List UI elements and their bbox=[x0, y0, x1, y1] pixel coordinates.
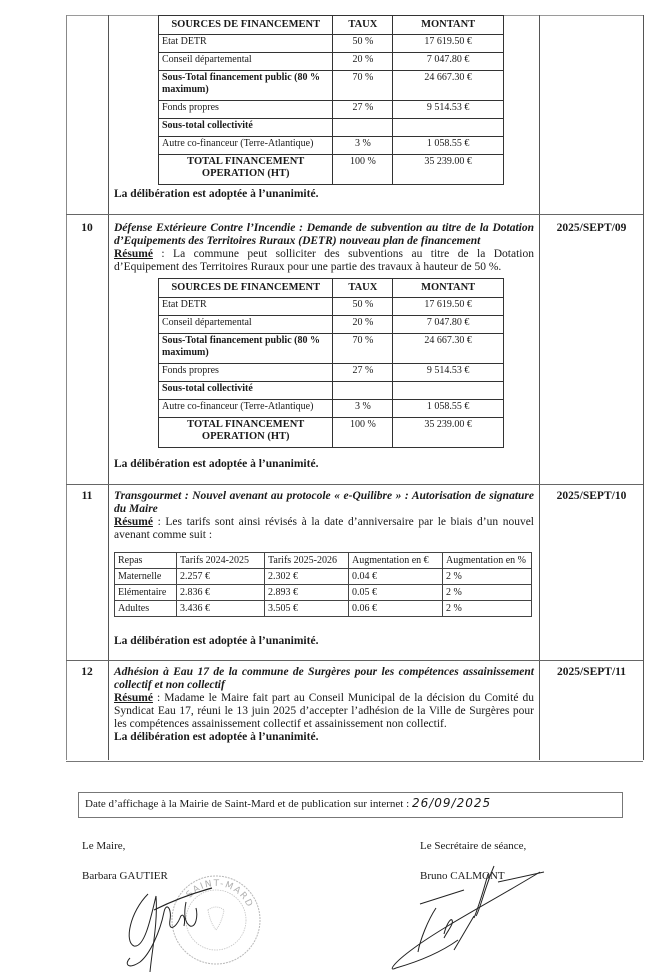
secretaire-title: Le Secrétaire de séance, bbox=[420, 840, 527, 852]
cell: 2.836 € bbox=[177, 585, 265, 601]
cell: 2 % bbox=[443, 569, 532, 585]
cell: 2 % bbox=[443, 601, 532, 617]
cell-montant: 1 058.55 € bbox=[393, 400, 504, 418]
publication-date-label: Date d’affichage à la Mairie de Saint-Mard et de publication sur internet : bbox=[85, 798, 412, 810]
cell: 3.505 € bbox=[265, 601, 349, 617]
cell-taux: 27 % bbox=[333, 364, 393, 382]
publication-date-box bbox=[78, 792, 623, 818]
table-row bbox=[159, 400, 504, 418]
row-separator bbox=[66, 660, 643, 661]
cell-taux: 70 % bbox=[333, 334, 393, 364]
cell-montant: 17 619.50 € bbox=[393, 298, 504, 316]
cell-source: Conseil départemental bbox=[159, 316, 333, 334]
item-summary bbox=[114, 692, 534, 731]
item-number: 11 bbox=[81, 490, 93, 502]
cell-source: Sous-Total financement public (80 % maximum) bbox=[159, 334, 333, 364]
table-row bbox=[159, 137, 504, 155]
cell: 0.06 € bbox=[349, 601, 443, 617]
cell: Adultes bbox=[115, 601, 177, 617]
item-reference: 2025/SEPT/09 bbox=[556, 222, 627, 234]
cell: 0.05 € bbox=[349, 585, 443, 601]
cell-montant: 9 514.53 € bbox=[393, 364, 504, 382]
secretaire-signature-icon bbox=[384, 860, 554, 975]
adopted-statement: La délibération est adoptée à l’unanimité. bbox=[114, 188, 319, 200]
financing-table-item-10 bbox=[158, 278, 504, 448]
cell: 2.302 € bbox=[265, 569, 349, 585]
item-title: Transgourmet : Nouvel avenant au protocole « e-Quilibre » : Autorisation de signature du Maire bbox=[114, 490, 534, 515]
table-header-row bbox=[159, 279, 504, 298]
cell: 2 % bbox=[443, 585, 532, 601]
summary-text: : La commune peut solliciter des subventions au titre de la Dotation d’Equipement des Territoires Ruraux pour une partie des travaux à hauteur de 50 %. bbox=[114, 248, 534, 273]
financing-table-item-9 bbox=[158, 15, 504, 185]
cell-source: Sous-total collectivité bbox=[159, 119, 333, 137]
table-row bbox=[159, 316, 504, 334]
tarif-table bbox=[114, 552, 532, 617]
cell-montant: 1 058.55 € bbox=[393, 137, 504, 155]
item-number: 12 bbox=[81, 666, 93, 678]
cell-montant: 17 619.50 € bbox=[393, 35, 504, 53]
cell-taux: 3 % bbox=[333, 400, 393, 418]
cell: 2.257 € bbox=[177, 569, 265, 585]
table-row bbox=[115, 585, 532, 601]
column-header: MONTANT bbox=[393, 16, 504, 35]
table-row bbox=[159, 53, 504, 71]
table-col-divider-1 bbox=[108, 15, 109, 760]
table-header-row bbox=[159, 16, 504, 35]
cell-source: Etat DETR bbox=[159, 35, 333, 53]
maire-name: Barbara GAUTIER bbox=[82, 870, 168, 882]
cell-taux: 3 % bbox=[333, 137, 393, 155]
cell: Elémentaire bbox=[115, 585, 177, 601]
column-header: SOURCES DE FINANCEMENT bbox=[159, 279, 333, 298]
table-row bbox=[159, 155, 504, 185]
summary-label: Résumé bbox=[114, 516, 153, 528]
cell-taux: 27 % bbox=[333, 101, 393, 119]
table-row bbox=[115, 569, 532, 585]
cell: 0.04 € bbox=[349, 569, 443, 585]
table-row bbox=[159, 418, 504, 448]
maire-signature-icon bbox=[120, 872, 240, 977]
item-reference: 2025/SEPT/10 bbox=[556, 490, 627, 502]
table-row bbox=[159, 298, 504, 316]
cell-montant: 24 667.30 € bbox=[393, 71, 504, 101]
cell-taux bbox=[333, 382, 393, 400]
row-separator bbox=[66, 214, 643, 215]
cell-source: Etat DETR bbox=[159, 298, 333, 316]
cell-source: TOTAL FINANCEMENT OPERATION (HT) bbox=[159, 418, 333, 448]
adopted-statement: La délibération est adoptée à l’unanimité. bbox=[114, 635, 319, 647]
cell-taux: 20 % bbox=[333, 316, 393, 334]
svg-text:SAINT-MARD: SAINT-MARD bbox=[184, 878, 255, 910]
cell-source: Conseil départemental bbox=[159, 53, 333, 71]
cell: 3.436 € bbox=[177, 601, 265, 617]
item-content bbox=[114, 222, 534, 274]
item-number: 10 bbox=[81, 222, 93, 234]
column-header: TAUX bbox=[333, 279, 393, 298]
cell: Maternelle bbox=[115, 569, 177, 585]
cell-montant bbox=[393, 382, 504, 400]
summary-text: : Les tarifs sont ainsi révisés à la date d’anniversaire par le biais d’un nouvel avenant comme suit : bbox=[114, 516, 534, 541]
table-row bbox=[159, 364, 504, 382]
adopted-statement: La délibération est adoptée à l’unanimité. bbox=[114, 731, 319, 743]
cell-source: TOTAL FINANCEMENT OPERATION (HT) bbox=[159, 155, 333, 185]
column-header: Augmentation en € bbox=[349, 553, 443, 569]
cell-taux: 70 % bbox=[333, 71, 393, 101]
table-row bbox=[159, 71, 504, 101]
item-summary bbox=[114, 248, 534, 274]
cell-taux: 20 % bbox=[333, 53, 393, 71]
maire-title: Le Maire, bbox=[82, 840, 126, 852]
item-content bbox=[114, 666, 534, 744]
cell-taux: 100 % bbox=[333, 155, 393, 185]
item-title: Défense Extérieure Contre l’Incendie : Demande de subvention au titre de la Dotation d’Equipements des Territoires Ruraux (DETR) nouveau plan de financement bbox=[114, 222, 534, 247]
table-row bbox=[159, 382, 504, 400]
column-header: Tarifs 2024-2025 bbox=[177, 553, 265, 569]
column-header: Repas bbox=[115, 553, 177, 569]
cell-montant: 7 047.80 € bbox=[393, 53, 504, 71]
cell-montant: 24 667.30 € bbox=[393, 334, 504, 364]
item-title: Adhésion à Eau 17 de la commune de Surgères pour les compétences assainissement collectif et non collectif bbox=[114, 666, 534, 691]
cell-taux: 50 % bbox=[333, 35, 393, 53]
table-row bbox=[159, 35, 504, 53]
item-content bbox=[114, 490, 534, 542]
table-row bbox=[159, 119, 504, 137]
cell-source: Autre co-financeur (Terre-Atlantique) bbox=[159, 137, 333, 155]
cell-montant: 35 239.00 € bbox=[393, 418, 504, 448]
column-header: SOURCES DE FINANCEMENT bbox=[159, 16, 333, 35]
column-header: Tarifs 2025-2026 bbox=[265, 553, 349, 569]
item-reference: 2025/SEPT/11 bbox=[556, 666, 627, 678]
table-header-row bbox=[115, 553, 532, 569]
handwritten-date: 26/09/2025 bbox=[411, 796, 492, 810]
cell-source: Fonds propres bbox=[159, 101, 333, 119]
summary-label: Résumé bbox=[114, 692, 153, 704]
cell-taux: 100 % bbox=[333, 418, 393, 448]
cell-montant bbox=[393, 119, 504, 137]
table-border-right bbox=[643, 15, 644, 760]
cell-taux: 50 % bbox=[333, 298, 393, 316]
cell-source: Sous-Total financement public (80 % maximum) bbox=[159, 71, 333, 101]
table-border-left bbox=[66, 15, 67, 760]
item-summary bbox=[114, 516, 534, 542]
cell-source: Fonds propres bbox=[159, 364, 333, 382]
cell-montant: 7 047.80 € bbox=[393, 316, 504, 334]
row-separator bbox=[66, 484, 643, 485]
cell: 2.893 € bbox=[265, 585, 349, 601]
column-header: MONTANT bbox=[393, 279, 504, 298]
adopted-statement: La délibération est adoptée à l’unanimité. bbox=[114, 458, 319, 470]
cell-source: Sous-total collectivité bbox=[159, 382, 333, 400]
cell-montant: 35 239.00 € bbox=[393, 155, 504, 185]
secretaire-name: Bruno CALMONT bbox=[420, 870, 505, 882]
summary-text: : Madame le Maire fait part au Conseil Municipal de la décision du Comité du Syndicat Eau 17, réuni le 13 juin 2025 d’accepter l’adhésion de la Ville de Surgères pour les compétences assainissement collectif et assainissement non collectif. bbox=[114, 692, 534, 730]
table-row bbox=[115, 601, 532, 617]
summary-label: Résumé bbox=[114, 248, 153, 260]
table-col-divider-2 bbox=[539, 15, 540, 760]
cell-taux bbox=[333, 119, 393, 137]
column-header: TAUX bbox=[333, 16, 393, 35]
cell-source: Autre co-financeur (Terre-Atlantique) bbox=[159, 400, 333, 418]
table-row bbox=[159, 334, 504, 364]
cell-montant: 9 514.53 € bbox=[393, 101, 504, 119]
table-row bbox=[159, 101, 504, 119]
column-header: Augmentation en % bbox=[443, 553, 532, 569]
